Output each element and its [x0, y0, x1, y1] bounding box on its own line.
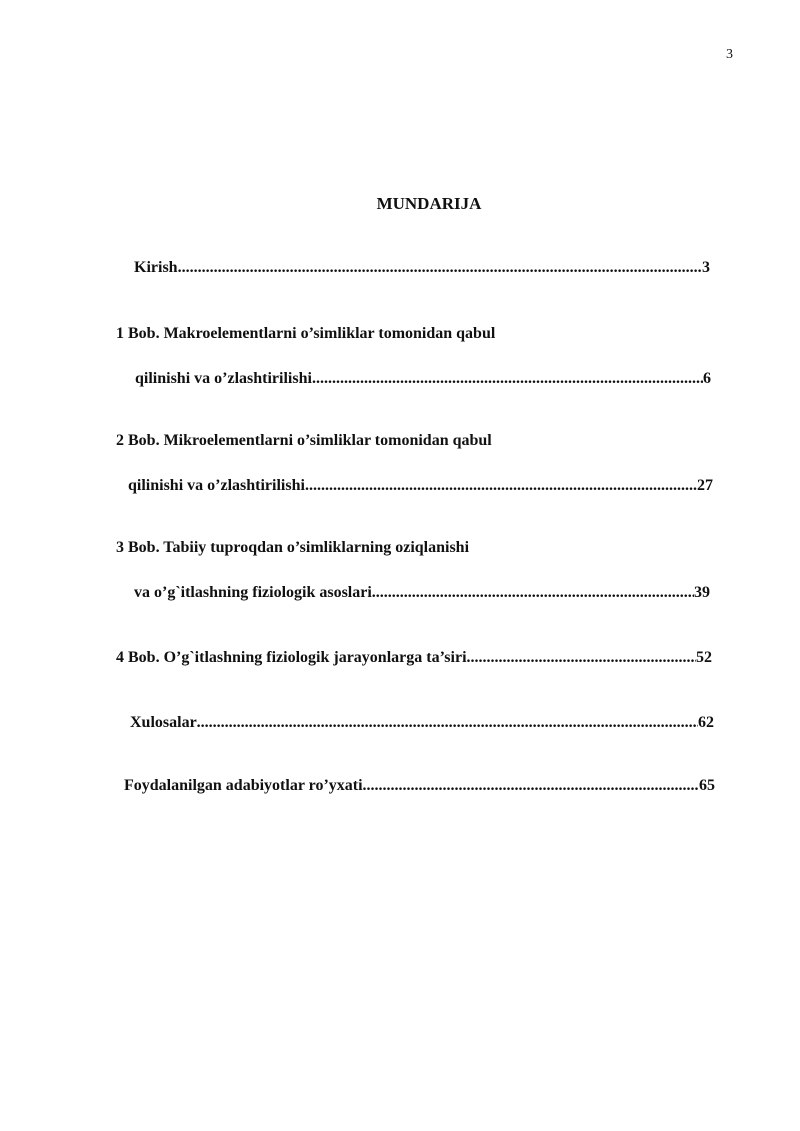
toc-entry-chapter-4[interactable] [116, 649, 712, 667]
page-number: 3 [726, 47, 733, 62]
toc-entry-chapter-2-line-2[interactable] [128, 477, 713, 495]
toc-entry-xulosalar[interactable] [130, 714, 714, 732]
dot-leader [363, 777, 699, 795]
toc-entry-chapter-1-line-2[interactable] [135, 370, 711, 388]
dot-leader [372, 584, 694, 602]
toc-title: MUNDARIJA [376, 194, 482, 213]
toc-entry-label: 2 Bob. Mikroelementlarni o’simliklar tomonidan qabul [116, 432, 492, 449]
toc-entry-label: Foydalanilgan adabiyotlar ro’yxati [124, 777, 363, 794]
toc-entry-chapter-2-line-1[interactable] [116, 432, 492, 450]
dot-leader [305, 477, 697, 495]
toc-entry-chapter-3-line-1[interactable] [116, 539, 469, 557]
toc-entry-label: qilinishi va o’zlashtirilishi [135, 370, 312, 387]
toc-entry-label: Xulosalar [130, 714, 197, 731]
toc-entry-page: 3 [702, 259, 710, 276]
toc-entry-page: 6 [703, 370, 711, 387]
toc-entry-kirish[interactable] [134, 259, 710, 277]
toc-entry-chapter-3-line-2[interactable] [134, 584, 710, 602]
toc-entry-page: 52 [696, 649, 712, 666]
dot-leader [467, 649, 696, 667]
toc-entry-label: Kirish [134, 259, 178, 276]
toc-entry-label: qilinishi va o’zlashtirilishi [128, 477, 305, 494]
toc-entry-label: 4 Bob. O’g`itlashning fiziologik jarayonlarga ta’siri [116, 649, 467, 666]
toc-entry-chapter-1-line-1[interactable] [116, 325, 495, 343]
dot-leader [178, 259, 702, 277]
toc-entry-page: 65 [699, 777, 715, 794]
toc-entry-label: 1 Bob. Makroelementlarni o’simliklar tomonidan qabul [116, 325, 496, 342]
toc-entry-label: 3 Bob. Tabiiy tuproqdan o’simliklarning oziqlanishi [116, 539, 470, 556]
dot-leader [197, 714, 698, 732]
toc-entry-label: va o’g`itlashning fiziologik asoslari [134, 584, 372, 601]
dot-leader [312, 370, 703, 388]
toc-entry-page: 39 [694, 584, 710, 601]
toc-entry-references[interactable] [124, 777, 715, 795]
toc-entry-page: 62 [698, 714, 714, 731]
toc-entry-page: 27 [697, 477, 713, 494]
